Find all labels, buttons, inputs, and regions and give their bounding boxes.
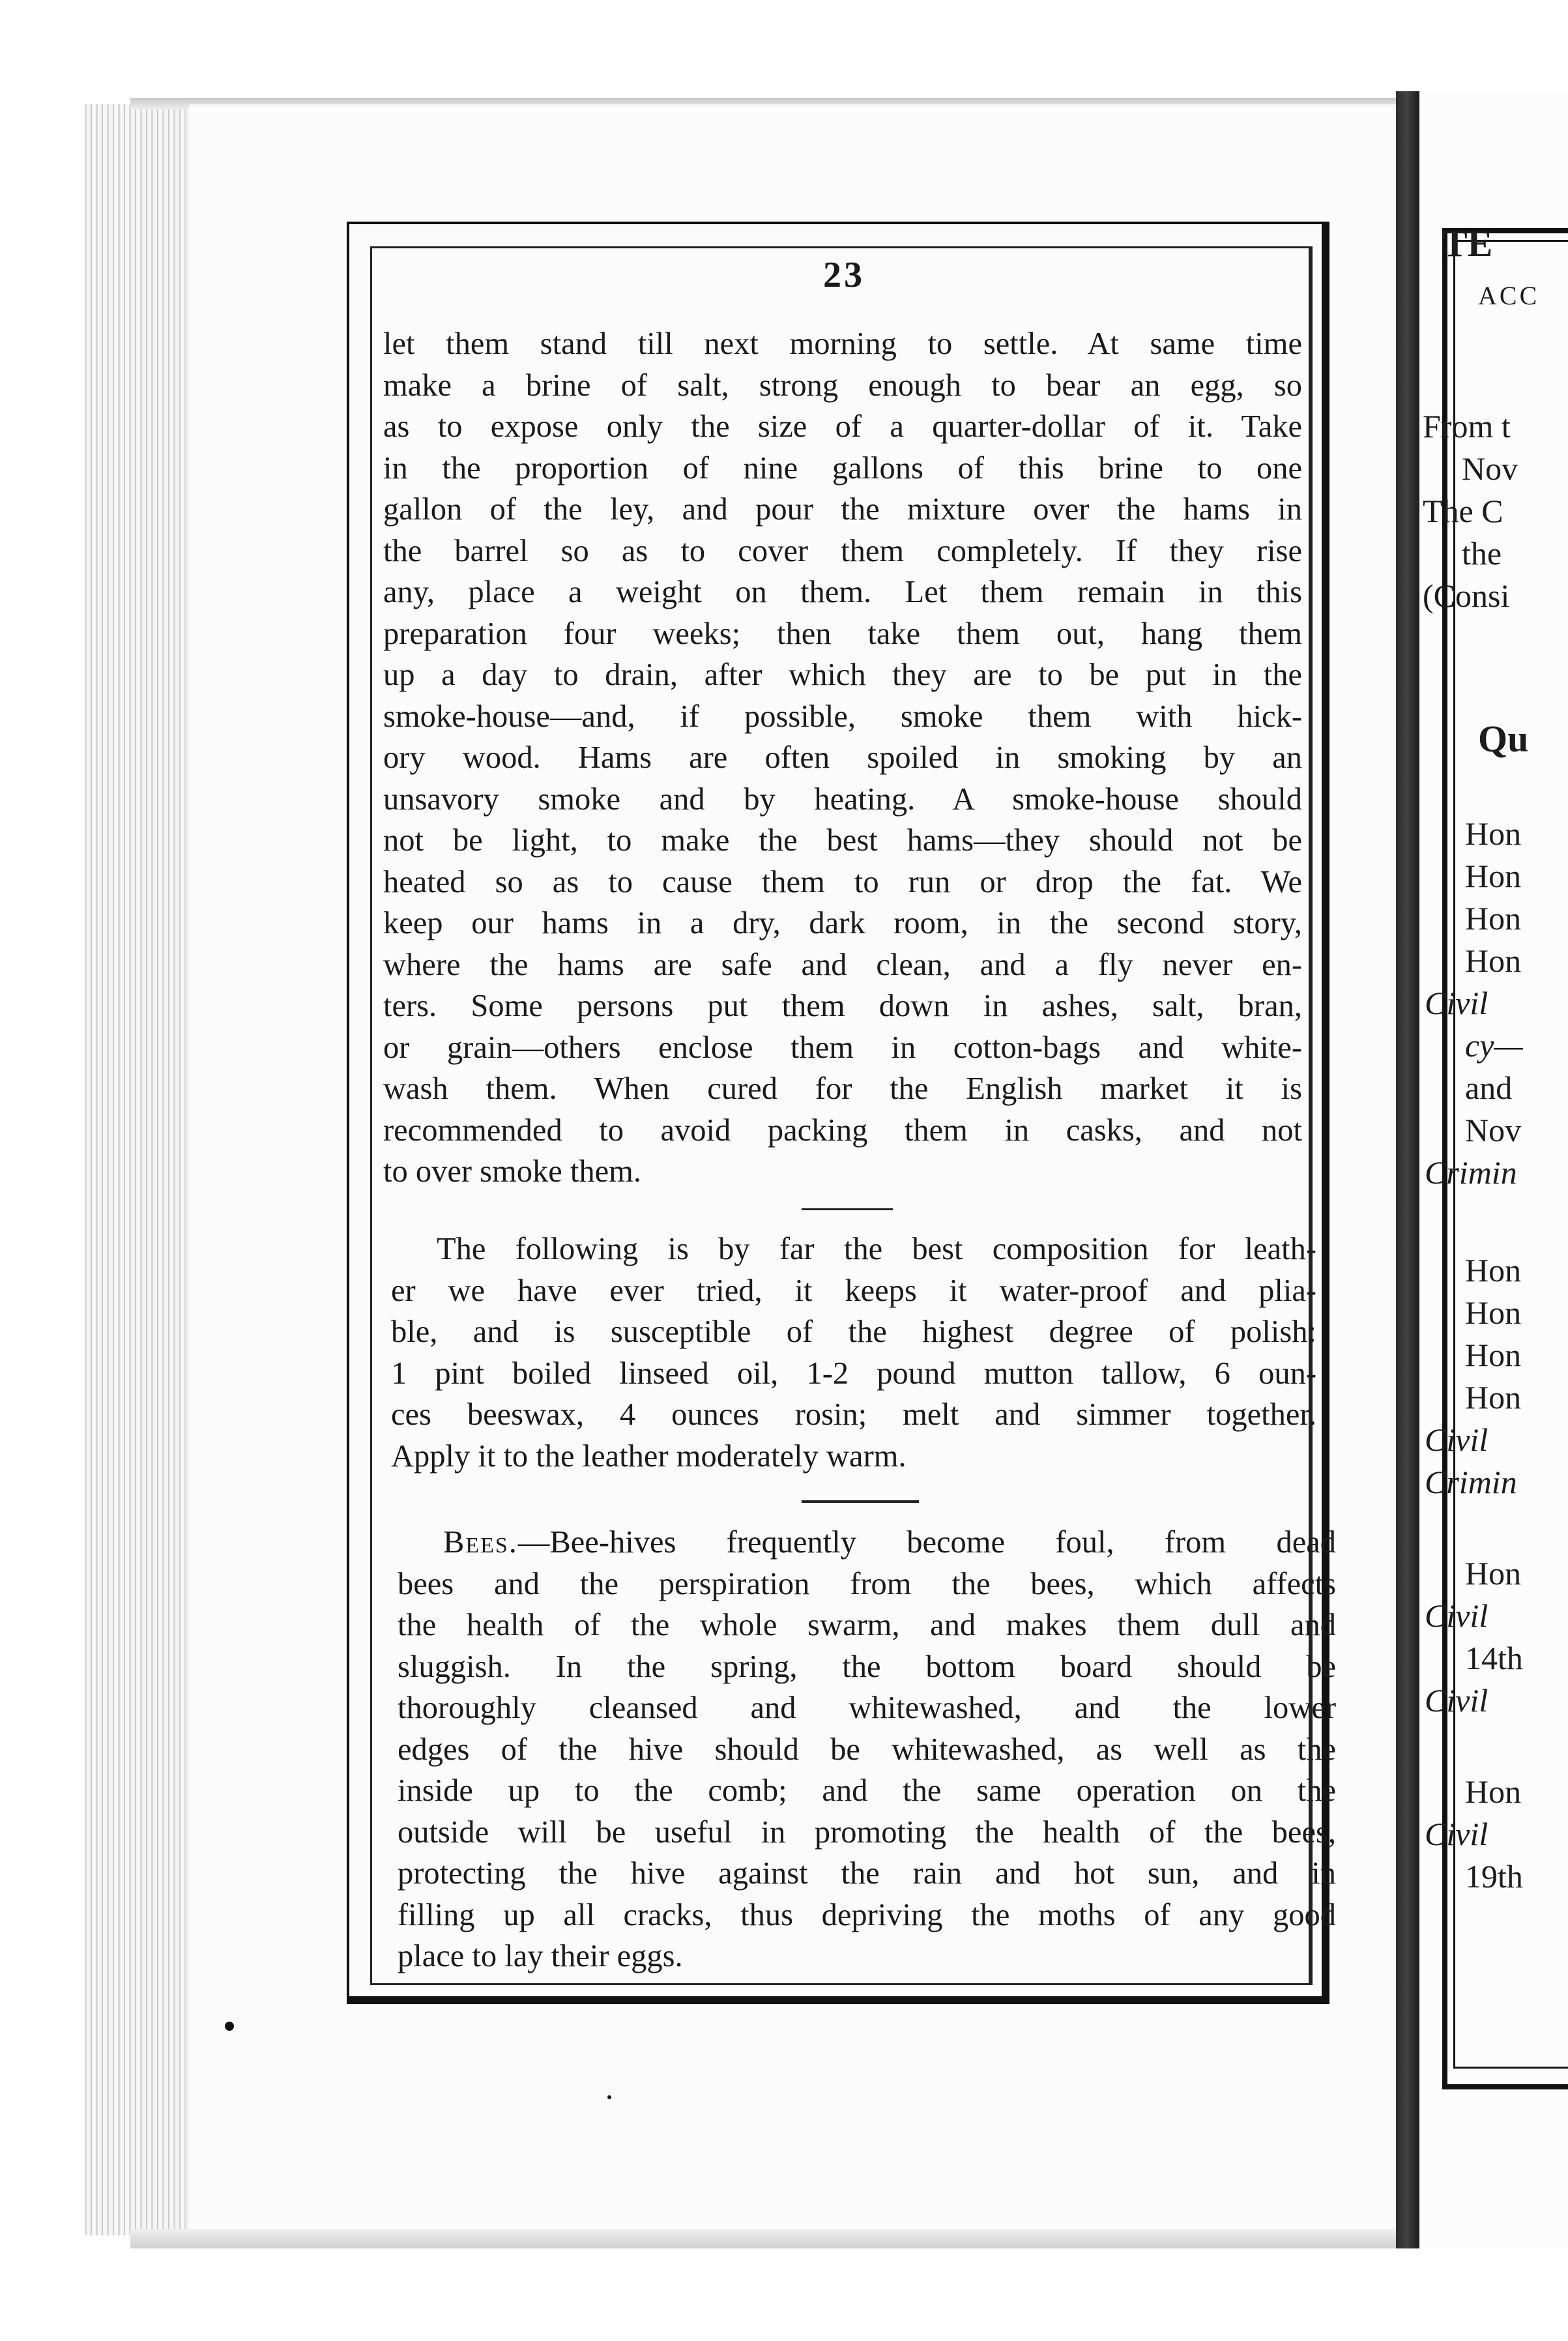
facing-page-line: 19th — [1465, 1858, 1523, 1895]
text-line: let them stand till next morning to settle. At same time — [383, 327, 1302, 361]
ink-spot — [225, 2022, 234, 2031]
paragraph-leather-composition — [391, 1229, 1316, 1477]
text-line: any, place a weight on them. Let them remain in this — [383, 575, 1302, 609]
paragraph-bees — [398, 1522, 1336, 1977]
facing-page-line: Civil — [1425, 1597, 1488, 1634]
facing-page-line: Hon — [1465, 858, 1522, 894]
text-line: unsavory smoke and by heating. A smoke-house should — [383, 781, 1302, 817]
paragraph-curing-hams — [383, 323, 1302, 1193]
text-line: preparation four weeks; then take them out, hang them — [383, 616, 1302, 651]
facing-page — [1419, 91, 1568, 2248]
facing-page-line: (Consi — [1423, 577, 1510, 614]
facing-page-line: TE — [1442, 222, 1493, 265]
text-line: up a day to drain, after which they are to be put in the — [383, 658, 1302, 692]
text-line: ory wood. Hams are often spoiled in smoking by an — [383, 740, 1302, 775]
facing-page-line: From t — [1423, 408, 1511, 444]
text-line: sluggish. In the spring, the bottom board should be — [398, 1649, 1336, 1684]
facing-page-line: Crimin — [1425, 1154, 1517, 1191]
text-line: where the hams are safe and clean, and a fly never en- — [383, 947, 1302, 982]
text-line: the health of the whole swarm, and makes them dull and — [398, 1608, 1336, 1642]
facing-page-line: Qu — [1478, 718, 1529, 760]
text-line: place to lay their eggs. — [398, 1939, 683, 1973]
text-line: to over smoke them. — [383, 1154, 642, 1189]
facing-page-line: Hon — [1465, 815, 1522, 852]
text-line: as to expose only the size of a quarter-dollar of it. Take — [383, 409, 1302, 444]
text-line: smoke-house—and, if possible, smoke them with hick- — [383, 699, 1302, 734]
text-line: ters. Some persons put them down in ashes, salt, bran, — [383, 989, 1302, 1023]
text-line: Apply it to the leather moderately warm. — [391, 1438, 907, 1474]
text-line: inside up to the comb; and the same operation on the — [398, 1773, 1336, 1808]
page-bottom-edge — [130, 2229, 1401, 2248]
text-line: Bees.—Bee-hives frequently become foul, from dead — [443, 1525, 1336, 1560]
text-line: thoroughly cleansed and whitewashed, and the lower — [398, 1691, 1336, 1725]
text-line: make a brine of salt, strong enough to bear an egg, so — [383, 368, 1302, 403]
text-line: not be light, to make the best hams—they should not be — [383, 823, 1302, 858]
text-line: edges of the hive should be whitewashed, as well as the — [398, 1732, 1336, 1767]
text-line: er we have ever tried, it keeps it water-proof and plia- — [391, 1273, 1316, 1308]
facing-page-line: the — [1462, 535, 1502, 572]
facing-page-line: Hon — [1465, 1294, 1522, 1331]
page-edges — [85, 104, 196, 2235]
facing-page-line: Nov — [1462, 450, 1518, 487]
page-number: 23 — [823, 255, 865, 295]
text-line: or grain—others enclose them in cotton-bags and white- — [383, 1030, 1302, 1065]
facing-page-line: Hon — [1465, 1555, 1522, 1592]
run-in-heading: Bees. — [443, 1525, 518, 1560]
facing-page-line: and — [1465, 1069, 1513, 1106]
text-line: heated so as to cause them to run or drop the fat. We — [383, 864, 1302, 899]
text-line: filling up all cracks, thus depriving the moths of any good — [398, 1897, 1336, 1932]
facing-page-line: Hon — [1465, 1337, 1522, 1373]
facing-page-line: Crimin — [1425, 1464, 1517, 1500]
text-line: wash them. When cured for the English market it is — [383, 1071, 1302, 1106]
facing-page-line: Hon — [1465, 942, 1522, 979]
ink-spot — [607, 2095, 611, 2099]
facing-page-line: cy— — [1465, 1027, 1523, 1064]
text-line: protecting the hive against the rain and hot sun, and in — [398, 1856, 1336, 1891]
facing-page-line: Hon — [1465, 1773, 1522, 1810]
facing-page-line: Nov — [1465, 1112, 1522, 1148]
facing-page-line: Hon — [1465, 1379, 1522, 1416]
text-line: keep our hams in a dry, dark room, in the second story, — [383, 906, 1302, 940]
facing-page-line: Hon — [1465, 900, 1522, 937]
facing-page-line: The C — [1423, 493, 1503, 529]
text-line: outside will be useful in promoting the health of the bees, — [398, 1814, 1336, 1850]
text-line: gallon of the ley, and pour the mixture over the hams in — [383, 492, 1302, 527]
text-line: 1 pint boiled linseed oil, 1-2 pound mutton tallow, 6 oun- — [391, 1356, 1316, 1391]
facing-page-line: Hon — [1465, 1252, 1522, 1288]
text-line: bees and the perspiration from the bees, which affects — [398, 1566, 1336, 1601]
facing-page-line: Civil — [1425, 985, 1488, 1021]
text-line: recommended to avoid packing them in casks, and not — [383, 1112, 1302, 1148]
text-line: The following is by far the best composition for leath- — [437, 1232, 1316, 1266]
book-gutter — [1396, 91, 1419, 2248]
text-line: the barrel so as to cover them completely. If they rise — [383, 533, 1302, 568]
facing-page-line: Civil — [1425, 1816, 1488, 1852]
section-divider — [802, 1500, 919, 1503]
facing-page-line: 14th — [1465, 1640, 1523, 1676]
text-line: ces beeswax, 4 ounces rosin; melt and simmer together. — [391, 1397, 1316, 1432]
text-line: in the proportion of nine gallons of this brine to one — [383, 450, 1302, 486]
text-line: ble, and is susceptible of the highest degree of polish: — [391, 1315, 1316, 1349]
section-divider — [802, 1208, 893, 1210]
facing-page-line: Civil — [1425, 1682, 1488, 1719]
facing-page-line: Civil — [1425, 1421, 1488, 1458]
facing-page-line: ACC — [1478, 281, 1540, 310]
